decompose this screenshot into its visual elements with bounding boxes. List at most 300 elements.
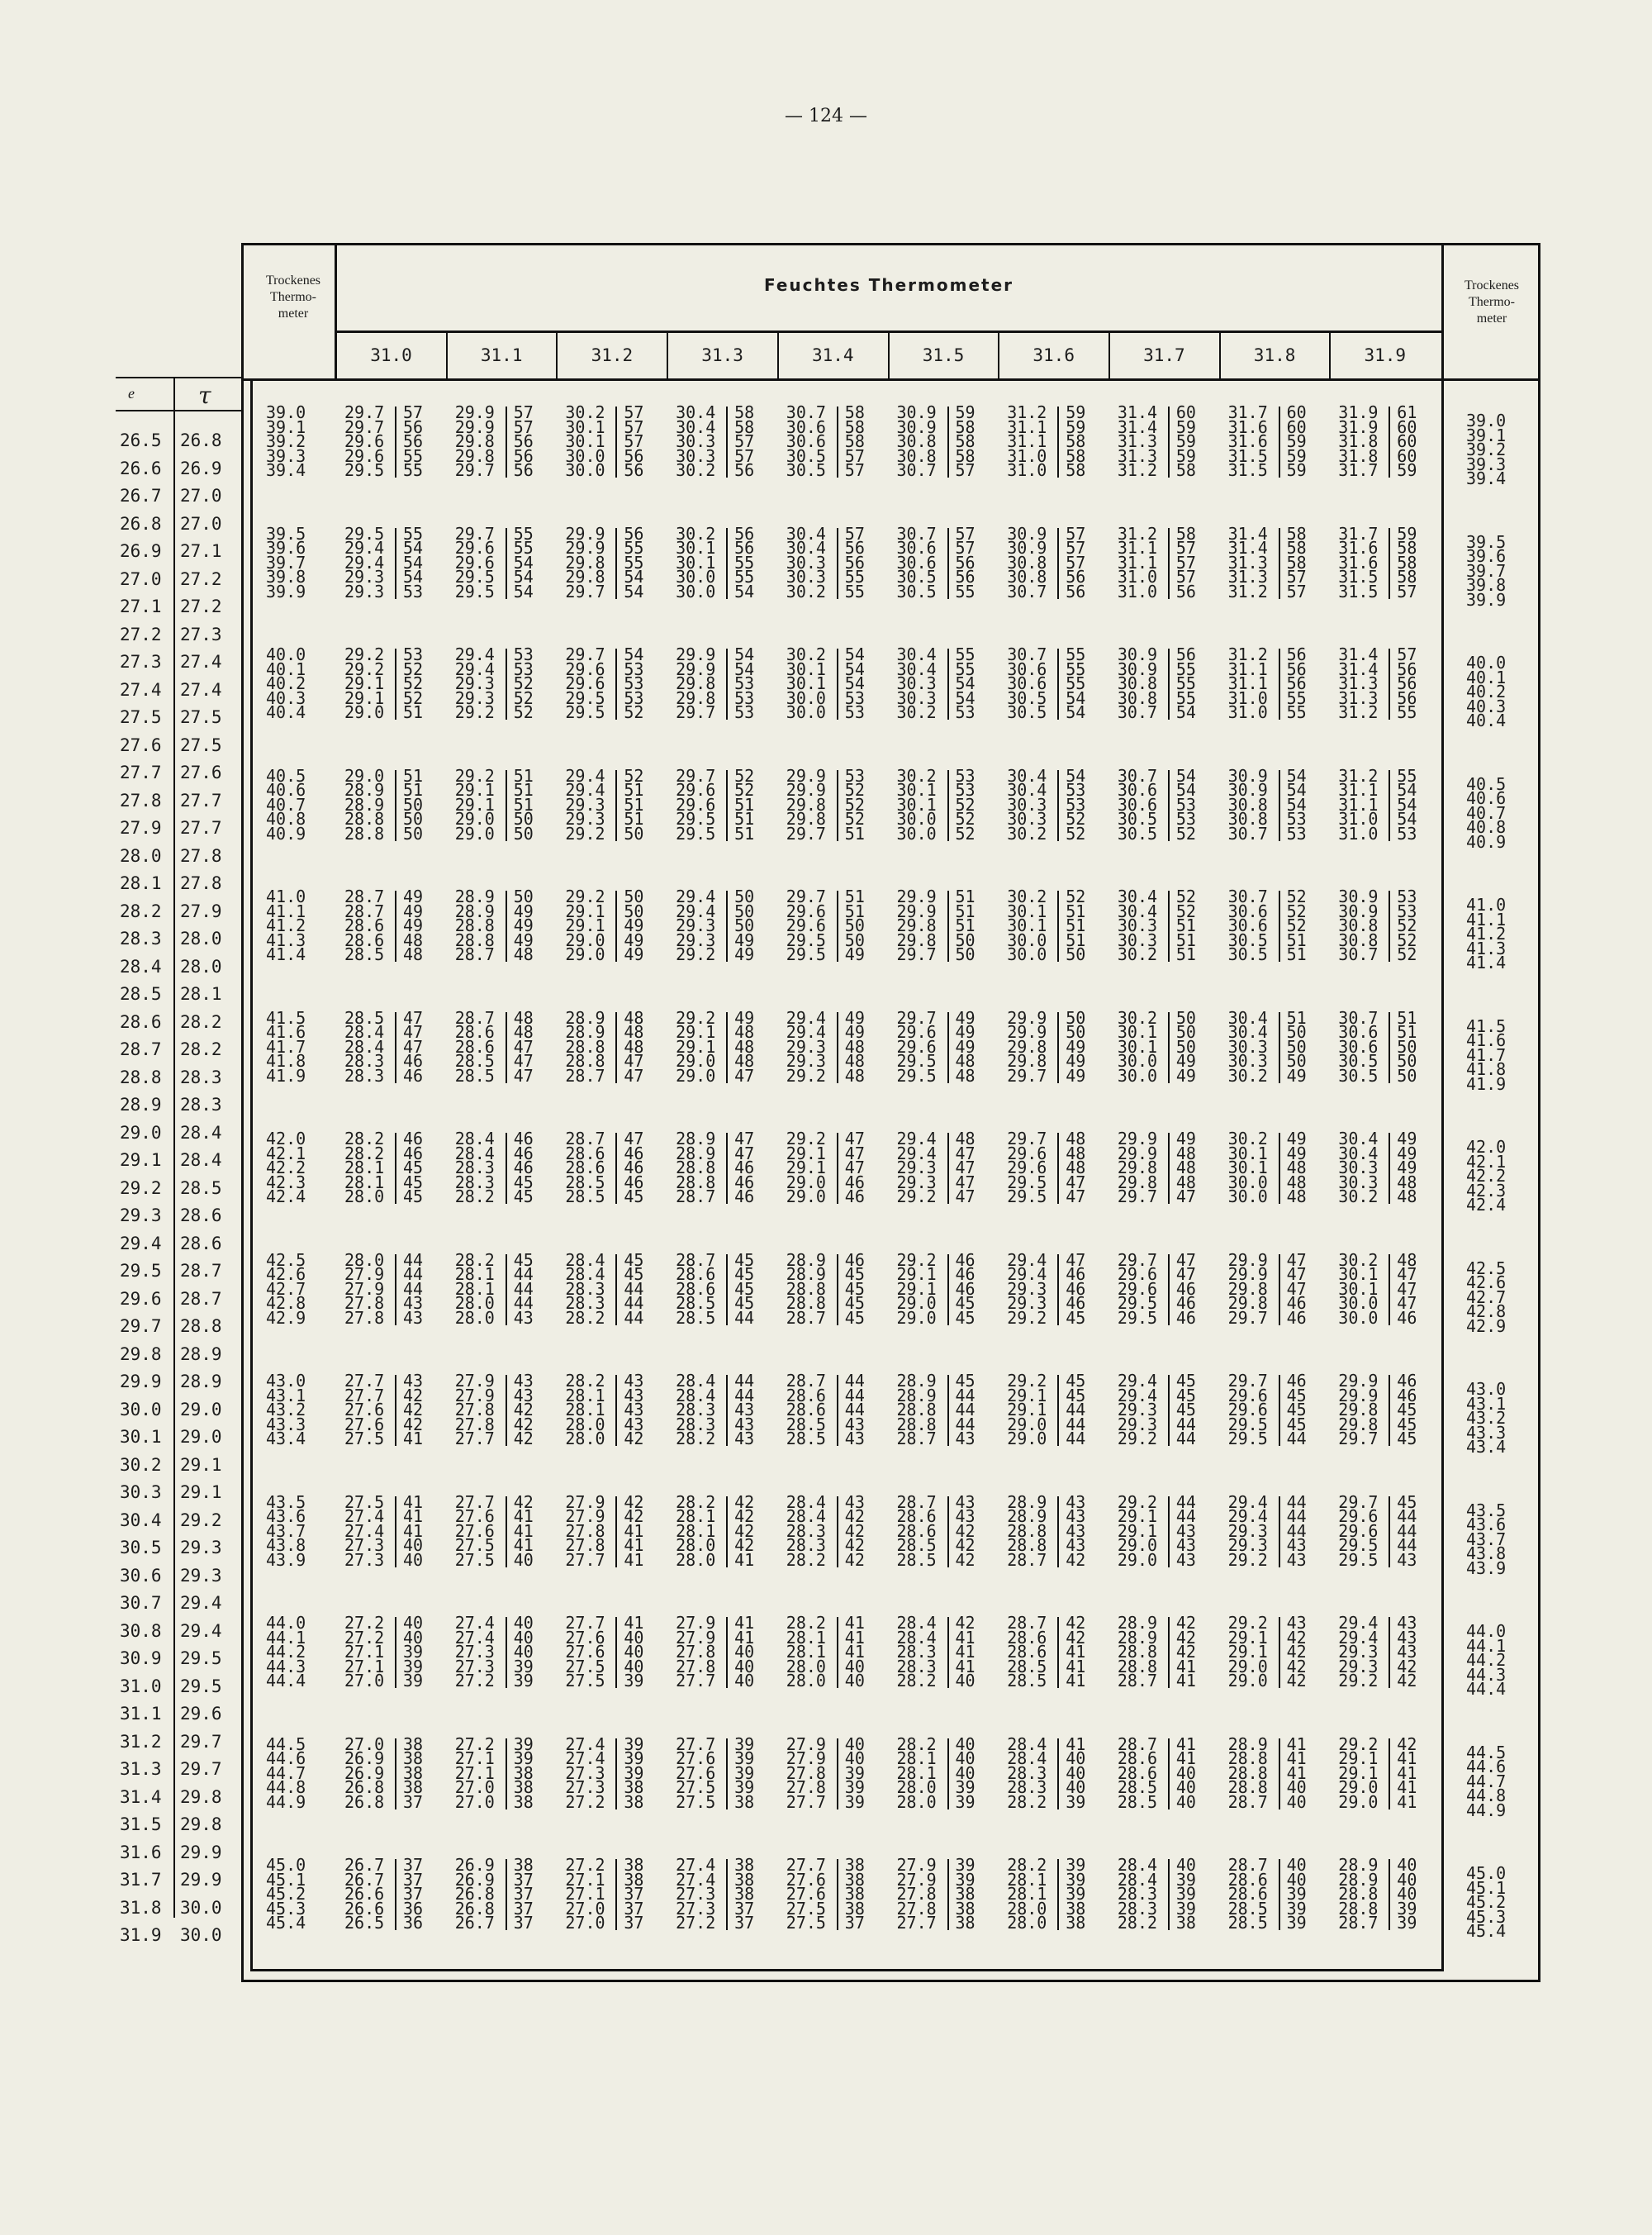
dew-point-value: 29.3 xyxy=(344,581,385,602)
humidity-value: 55 xyxy=(1175,659,1196,679)
dew-point-value: 29.9 xyxy=(1227,1249,1268,1270)
humidity-value: 50 xyxy=(624,887,644,906)
cell-separator xyxy=(506,407,507,478)
humidity-value: 51 xyxy=(844,887,865,906)
dew-point-value: 30.4 xyxy=(676,416,716,437)
dew-point-tau-value: 28.6 xyxy=(180,1233,222,1253)
humidity-value: 48 xyxy=(1066,1129,1086,1148)
dew-point-value: 29.8 xyxy=(454,431,495,451)
dry-bulb-value: 43.1 xyxy=(266,1385,306,1405)
humidity-value: 45 xyxy=(513,1172,534,1192)
dry-bulb-value: 42.7 xyxy=(266,1278,306,1299)
dew-point-value: 26.9 xyxy=(344,1762,385,1783)
dew-point-value: 30.2 xyxy=(786,644,826,664)
humidity-value: 56 xyxy=(844,538,865,558)
humidity-value: 38 xyxy=(844,1898,865,1919)
humidity-value: 53 xyxy=(955,780,976,800)
cell-separator xyxy=(615,1133,617,1204)
divider xyxy=(250,1969,1444,1971)
humidity-value: 39 xyxy=(1397,1898,1417,1919)
dew-point-tau-value: 29.1 xyxy=(180,1482,222,1502)
humidity-value: 54 xyxy=(734,659,755,679)
humidity-value: 45 xyxy=(1175,1385,1196,1405)
column-divider xyxy=(446,330,448,381)
humidity-value: 45 xyxy=(844,1264,865,1284)
humidity-value: 43 xyxy=(624,1371,644,1391)
humidity-value: 59 xyxy=(1175,445,1196,466)
humidity-value: 41 xyxy=(844,1627,865,1648)
humidity-value: 38 xyxy=(403,1777,424,1797)
dew-point-value: 30.2 xyxy=(786,581,826,602)
dew-point-value: 28.5 xyxy=(1117,1791,1158,1812)
dew-point-value: 30.1 xyxy=(786,659,826,679)
humidity-value: 50 xyxy=(403,823,424,844)
cell-separator xyxy=(1057,528,1059,599)
humidity-value: 58 xyxy=(1397,552,1417,573)
dry-bulb-value: 42.2 xyxy=(266,1158,306,1177)
dew-point-value: 28.0 xyxy=(1007,1898,1047,1919)
humidity-value: 45 xyxy=(624,1186,644,1206)
dew-point-value: 30.3 xyxy=(896,687,937,708)
dew-point-tau-value: 28.7 xyxy=(180,1261,222,1281)
humidity-value: 52 xyxy=(955,823,976,844)
dew-point-value: 28.6 xyxy=(454,1036,495,1057)
dew-point-value: 28.3 xyxy=(676,1400,716,1419)
humidity-value: 56 xyxy=(1397,687,1417,708)
cell-separator xyxy=(1057,891,1059,962)
dew-point-value: 28.8 xyxy=(1338,1884,1379,1904)
dew-point-value: 29.6 xyxy=(454,538,495,558)
dew-point-value: 29.2 xyxy=(1338,1733,1379,1754)
humidity-value: 52 xyxy=(1175,901,1196,921)
humidity-value: 41 xyxy=(1175,1671,1196,1691)
vapour-pressure-value: 29.7 xyxy=(120,1316,162,1336)
vapour-pressure-value: 30.7 xyxy=(120,1593,162,1613)
dew-point-value: 29.1 xyxy=(1007,1385,1047,1405)
humidity-value: 41 xyxy=(624,1549,644,1570)
humidity-value: 40 xyxy=(734,1656,755,1676)
dry-bulb-value-right: 44.8 xyxy=(1466,1786,1507,1805)
humidity-value: 42 xyxy=(1175,1642,1196,1662)
humidity-value: 52 xyxy=(1066,809,1086,829)
humidity-value: 57 xyxy=(1066,552,1086,573)
dew-point-value: 26.6 xyxy=(344,1884,385,1904)
dew-point-value: 27.8 xyxy=(344,1293,385,1313)
dew-point-value: 28.7 xyxy=(1007,1613,1047,1633)
dry-bulb-value-right: 41.6 xyxy=(1466,1030,1507,1050)
humidity-value: 42 xyxy=(1066,1627,1086,1648)
humidity-value: 36 xyxy=(403,1913,424,1933)
dew-point-value: 29.2 xyxy=(676,1007,716,1028)
cell-separator xyxy=(615,528,617,599)
divider xyxy=(335,330,1444,333)
humidity-value: 52 xyxy=(403,687,424,708)
dew-point-value: 28.6 xyxy=(1227,1884,1268,1904)
dew-point-value: 28.8 xyxy=(1227,1777,1268,1797)
humidity-value: 39 xyxy=(1397,1913,1417,1933)
dew-point-value: 30.3 xyxy=(676,431,716,451)
dew-point-value: 28.4 xyxy=(344,1022,385,1042)
dew-point-value: 29.7 xyxy=(565,644,605,664)
humidity-value: 44 xyxy=(955,1385,976,1405)
dew-point-value: 27.1 xyxy=(344,1656,385,1676)
dew-point-value: 31.2 xyxy=(1338,702,1379,722)
humidity-value: 38 xyxy=(624,1777,644,1797)
humidity-value: 39 xyxy=(513,1656,534,1676)
humidity-value: 42 xyxy=(1175,1613,1196,1633)
humidity-value: 40 xyxy=(624,1656,644,1676)
dry-bulb-value: 43.5 xyxy=(266,1491,306,1512)
dry-bulb-value: 42.3 xyxy=(266,1172,306,1192)
humidity-value: 55 xyxy=(1286,702,1307,722)
humidity-value: 44 xyxy=(513,1278,534,1299)
humidity-value: 46 xyxy=(403,1051,424,1071)
humidity-value: 52 xyxy=(844,780,865,800)
humidity-value: 44 xyxy=(624,1307,644,1328)
dew-point-value: 30.9 xyxy=(1007,538,1047,558)
dry-bulb-value-right: 43.2 xyxy=(1466,1408,1507,1428)
humidity-value: 39 xyxy=(403,1642,424,1662)
cell-separator xyxy=(1168,649,1170,720)
dew-point-value: 28.5 xyxy=(1007,1671,1047,1691)
humidity-value: 41 xyxy=(403,1520,424,1541)
dew-point-value: 27.7 xyxy=(454,1491,495,1512)
dew-point-value: 27.5 xyxy=(454,1535,495,1555)
humidity-value: 45 xyxy=(734,1278,755,1299)
humidity-value: 45 xyxy=(1175,1400,1196,1419)
humidity-value: 57 xyxy=(844,523,865,544)
dew-point-value: 27.7 xyxy=(344,1371,385,1391)
dry-bulb-value-right: 44.9 xyxy=(1466,1800,1507,1820)
dew-point-value: 29.8 xyxy=(896,915,937,935)
dew-point-value: 30.3 xyxy=(1338,1172,1379,1192)
humidity-value: 60 xyxy=(1175,402,1196,422)
dew-point-value: 30.0 xyxy=(565,445,605,466)
dew-point-value: 30.8 xyxy=(896,431,937,451)
humidity-value: 48 xyxy=(624,1036,644,1057)
vapour-pressure-value: 29.8 xyxy=(120,1343,162,1364)
humidity-value: 49 xyxy=(844,1022,865,1042)
humidity-value: 61 xyxy=(1397,402,1417,422)
humidity-value: 39 xyxy=(955,1777,976,1797)
humidity-value: 48 xyxy=(844,1036,865,1057)
humidity-value: 39 xyxy=(1066,1791,1086,1812)
dry-bulb-value-right: 41.9 xyxy=(1466,1073,1507,1094)
humidity-value: 51 xyxy=(513,794,534,815)
dry-bulb-value: 40.3 xyxy=(266,687,306,708)
humidity-value: 56 xyxy=(513,445,534,466)
dew-point-value: 27.6 xyxy=(676,1762,716,1783)
humidity-value: 41 xyxy=(1175,1656,1196,1676)
dew-point-value: 28.7 xyxy=(565,1129,605,1148)
humidity-value: 47 xyxy=(844,1143,865,1163)
dew-point-value: 29.5 xyxy=(1007,1186,1047,1206)
cell-separator xyxy=(1279,1133,1280,1204)
dew-point-tau-value: 29.9 xyxy=(180,1870,222,1890)
cell-separator xyxy=(947,770,949,841)
humidity-value: 38 xyxy=(1175,1913,1196,1933)
humidity-value: 43 xyxy=(734,1414,755,1434)
humidity-value: 50 xyxy=(1066,944,1086,964)
humidity-value: 48 xyxy=(513,944,534,964)
dew-point-value: 27.5 xyxy=(565,1671,605,1691)
humidity-value: 48 xyxy=(1066,1143,1086,1163)
humidity-value: 56 xyxy=(1286,673,1307,693)
dry-bulb-value: 39.1 xyxy=(266,416,306,437)
dew-point-value: 29.7 xyxy=(1007,1065,1047,1086)
humidity-value: 52 xyxy=(734,780,755,800)
dew-point-value: 29.9 xyxy=(454,416,495,437)
dew-point-value: 29.7 xyxy=(454,460,495,480)
dew-point-value: 27.9 xyxy=(565,1491,605,1512)
humidity-value: 44 xyxy=(1397,1535,1417,1555)
dew-point-value: 29.1 xyxy=(454,780,495,800)
humidity-value: 44 xyxy=(1175,1491,1196,1512)
dew-point-value: 28.7 xyxy=(1117,1671,1158,1691)
dew-point-value: 31.1 xyxy=(1117,538,1158,558)
dew-point-value: 30.8 xyxy=(1338,930,1379,950)
humidity-value: 49 xyxy=(513,930,534,950)
humidity-value: 53 xyxy=(624,673,644,693)
dew-point-value: 29.2 xyxy=(1227,1613,1268,1633)
humidity-value: 40 xyxy=(1066,1748,1086,1768)
humidity-value: 55 xyxy=(1397,765,1417,786)
dry-bulb-value-right: 40.5 xyxy=(1466,773,1507,794)
dew-point-tau-value: 28.4 xyxy=(180,1150,222,1170)
dew-point-value: 28.8 xyxy=(896,1414,937,1434)
dew-point-value: 27.9 xyxy=(786,1748,826,1768)
dew-point-value: 29.4 xyxy=(1227,1506,1268,1526)
humidity-value: 52 xyxy=(734,765,755,786)
dew-point-value: 28.3 xyxy=(1117,1884,1158,1904)
dew-point-value: 28.1 xyxy=(896,1762,937,1783)
dew-point-value: 29.7 xyxy=(676,702,716,722)
humidity-value: 57 xyxy=(1397,644,1417,664)
humidity-value: 38 xyxy=(403,1733,424,1754)
dew-point-tau-value: 28.9 xyxy=(180,1343,222,1364)
humidity-value: 43 xyxy=(955,1506,976,1526)
cell-separator xyxy=(726,1375,728,1446)
humidity-value: 43 xyxy=(1175,1535,1196,1555)
dew-point-value: 29.1 xyxy=(786,1158,826,1177)
humidity-value: 41 xyxy=(624,1520,644,1541)
humidity-value: 37 xyxy=(513,1898,534,1919)
humidity-value: 48 xyxy=(1175,1143,1196,1163)
dew-point-value: 30.2 xyxy=(1007,887,1047,906)
dew-point-value: 28.1 xyxy=(565,1385,605,1405)
dry-bulb-value: 41.2 xyxy=(266,915,306,935)
humidity-value: 47 xyxy=(1286,1278,1307,1299)
cell-separator xyxy=(1389,1133,1390,1204)
dew-point-value: 30.5 xyxy=(1117,809,1158,829)
cell-separator xyxy=(615,770,617,841)
cell-separator xyxy=(1389,528,1390,599)
dew-point-value: 31.7 xyxy=(1338,523,1379,544)
humidity-value: 46 xyxy=(1397,1371,1417,1391)
dew-point-value: 31.8 xyxy=(1338,445,1379,466)
vapour-pressure-value: 28.6 xyxy=(120,1011,162,1032)
humidity-value: 50 xyxy=(1397,1065,1417,1086)
dew-point-value: 31.1 xyxy=(1007,416,1047,437)
dew-point-value: 26.7 xyxy=(454,1913,495,1933)
dew-point-value: 30.6 xyxy=(1227,915,1268,935)
humidity-value: 47 xyxy=(1066,1186,1086,1206)
cell-separator xyxy=(947,1617,949,1688)
dew-point-tau-value: 29.7 xyxy=(180,1759,222,1779)
humidity-value: 47 xyxy=(1286,1249,1307,1270)
humidity-value: 53 xyxy=(734,702,755,722)
cell-separator xyxy=(1168,770,1170,841)
humidity-value: 36 xyxy=(403,1898,424,1919)
dew-point-value: 29.5 xyxy=(896,1065,937,1086)
dew-point-value: 27.9 xyxy=(896,1869,937,1890)
humidity-value: 41 xyxy=(844,1613,865,1633)
humidity-value: 47 xyxy=(955,1158,976,1177)
dry-bulb-value: 41.3 xyxy=(266,930,306,950)
dew-point-value: 27.9 xyxy=(676,1613,716,1633)
dew-point-value: 29.9 xyxy=(454,402,495,422)
humidity-value: 58 xyxy=(1175,460,1196,480)
dew-point-tau-value: 26.9 xyxy=(180,458,222,478)
dew-point-value: 30.1 xyxy=(676,552,716,573)
dew-point-tau-value: 28.4 xyxy=(180,1122,222,1143)
cell-separator xyxy=(1389,770,1390,841)
humidity-value: 56 xyxy=(624,460,644,480)
humidity-value: 46 xyxy=(513,1158,534,1177)
dry-bulb-value: 42.4 xyxy=(266,1186,306,1206)
humidity-value: 42 xyxy=(403,1414,424,1434)
dew-point-value: 28.1 xyxy=(786,1642,826,1662)
left-table-head-line xyxy=(116,410,241,411)
column-e-header: e xyxy=(128,385,135,402)
humidity-value: 54 xyxy=(1066,702,1086,722)
dry-bulb-value: 44.8 xyxy=(266,1777,306,1797)
humidity-value: 54 xyxy=(955,673,976,693)
humidity-value: 50 xyxy=(513,809,534,829)
dew-point-value: 28.4 xyxy=(896,1627,937,1648)
humidity-value: 54 xyxy=(624,644,644,664)
cell-separator xyxy=(506,1496,507,1567)
dry-bulb-value-right: 39.3 xyxy=(1466,454,1507,474)
dew-point-value: 27.2 xyxy=(565,1855,605,1875)
dew-point-value: 30.1 xyxy=(1338,1264,1379,1284)
humidity-value: 38 xyxy=(513,1777,534,1797)
humidity-value: 49 xyxy=(1397,1143,1417,1163)
dry-bulb-value: 42.1 xyxy=(266,1143,306,1163)
dew-point-value: 27.7 xyxy=(786,1791,826,1812)
dew-point-value: 30.0 xyxy=(1227,1186,1268,1206)
dew-point-value: 28.3 xyxy=(565,1278,605,1299)
humidity-value: 57 xyxy=(734,445,755,466)
humidity-value: 49 xyxy=(1175,1065,1196,1086)
dew-point-value: 29.2 xyxy=(1117,1429,1158,1448)
humidity-value: 40 xyxy=(955,1748,976,1768)
humidity-value: 40 xyxy=(624,1642,644,1662)
dew-point-value: 29.5 xyxy=(896,1051,937,1071)
dew-point-value: 28.6 xyxy=(786,1385,826,1405)
humidity-value: 56 xyxy=(1286,659,1307,679)
cell-separator xyxy=(1389,1617,1390,1688)
dew-point-value: 31.2 xyxy=(1227,581,1268,602)
humidity-value: 44 xyxy=(734,1307,755,1328)
cell-separator xyxy=(395,1133,396,1204)
dew-point-value: 29.2 xyxy=(1117,1491,1158,1512)
column-divider xyxy=(998,330,999,381)
dew-point-value: 26.6 xyxy=(344,1898,385,1919)
humidity-value: 40 xyxy=(1175,1855,1196,1875)
humidity-value: 44 xyxy=(1286,1491,1307,1512)
dew-point-value: 29.9 xyxy=(1117,1129,1158,1148)
humidity-value: 40 xyxy=(955,1762,976,1783)
humidity-value: 48 xyxy=(1175,1158,1196,1177)
vapour-pressure-value: 29.1 xyxy=(120,1150,162,1170)
dew-point-value: 30.4 xyxy=(896,659,937,679)
dew-point-value: 29.1 xyxy=(1117,1506,1158,1526)
humidity-value: 41 xyxy=(403,1491,424,1512)
humidity-value: 57 xyxy=(624,431,644,451)
dew-point-value: 28.8 xyxy=(344,809,385,829)
cell-separator xyxy=(837,1012,838,1083)
dew-point-value: 28.1 xyxy=(1007,1884,1047,1904)
humidity-value: 41 xyxy=(844,1642,865,1662)
humidity-value: 47 xyxy=(955,1143,976,1163)
humidity-value: 47 xyxy=(1397,1278,1417,1299)
dew-point-value: 28.9 xyxy=(896,1371,937,1391)
dew-point-value: 30.2 xyxy=(1117,944,1158,964)
humidity-value: 39 xyxy=(1066,1855,1086,1875)
dew-point-value: 29.7 xyxy=(786,823,826,844)
humidity-value: 49 xyxy=(513,901,534,921)
dew-point-value: 29.1 xyxy=(344,673,385,693)
dew-point-value: 29.8 xyxy=(1007,1036,1047,1057)
humidity-value: 53 xyxy=(403,581,424,602)
humidity-value: 38 xyxy=(513,1855,534,1875)
dew-point-value: 30.3 xyxy=(896,673,937,693)
dew-point-value: 31.0 xyxy=(1338,809,1379,829)
humidity-value: 43 xyxy=(1066,1535,1086,1555)
dew-point-value: 30.5 xyxy=(1117,823,1158,844)
dew-point-value: 28.3 xyxy=(896,1642,937,1662)
humidity-value: 54 xyxy=(1286,794,1307,815)
dew-point-value: 30.2 xyxy=(896,765,937,786)
vapour-pressure-value: 28.1 xyxy=(120,873,162,893)
humidity-value: 54 xyxy=(1397,780,1417,800)
dew-point-value: 29.4 xyxy=(454,659,495,679)
dew-point-value: 29.7 xyxy=(344,416,385,437)
divider xyxy=(250,378,253,1971)
dew-point-value: 28.3 xyxy=(565,1293,605,1313)
humidity-value: 57 xyxy=(403,402,424,422)
humidity-value: 46 xyxy=(734,1172,755,1192)
dew-point-value: 28.7 xyxy=(676,1186,716,1206)
humidity-value: 39 xyxy=(513,1748,534,1768)
humidity-value: 40 xyxy=(844,1671,865,1691)
cell-separator xyxy=(726,1254,728,1325)
dew-point-value: 27.3 xyxy=(565,1762,605,1783)
dry-bulb-value: 40.2 xyxy=(266,673,306,693)
dew-point-value: 30.9 xyxy=(1338,901,1379,921)
dry-bulb-value: 43.9 xyxy=(266,1549,306,1570)
cell-separator xyxy=(726,770,728,841)
dew-point-value: 27.9 xyxy=(565,1506,605,1526)
dew-point-value: 28.9 xyxy=(1117,1613,1158,1633)
dew-point-value: 29.1 xyxy=(1007,1400,1047,1419)
divider xyxy=(241,378,1540,381)
dew-point-value: 27.5 xyxy=(676,1777,716,1797)
humidity-value: 41 xyxy=(1397,1748,1417,1768)
dry-bulb-value: 39.3 xyxy=(266,445,306,466)
humidity-value: 59 xyxy=(1066,402,1086,422)
